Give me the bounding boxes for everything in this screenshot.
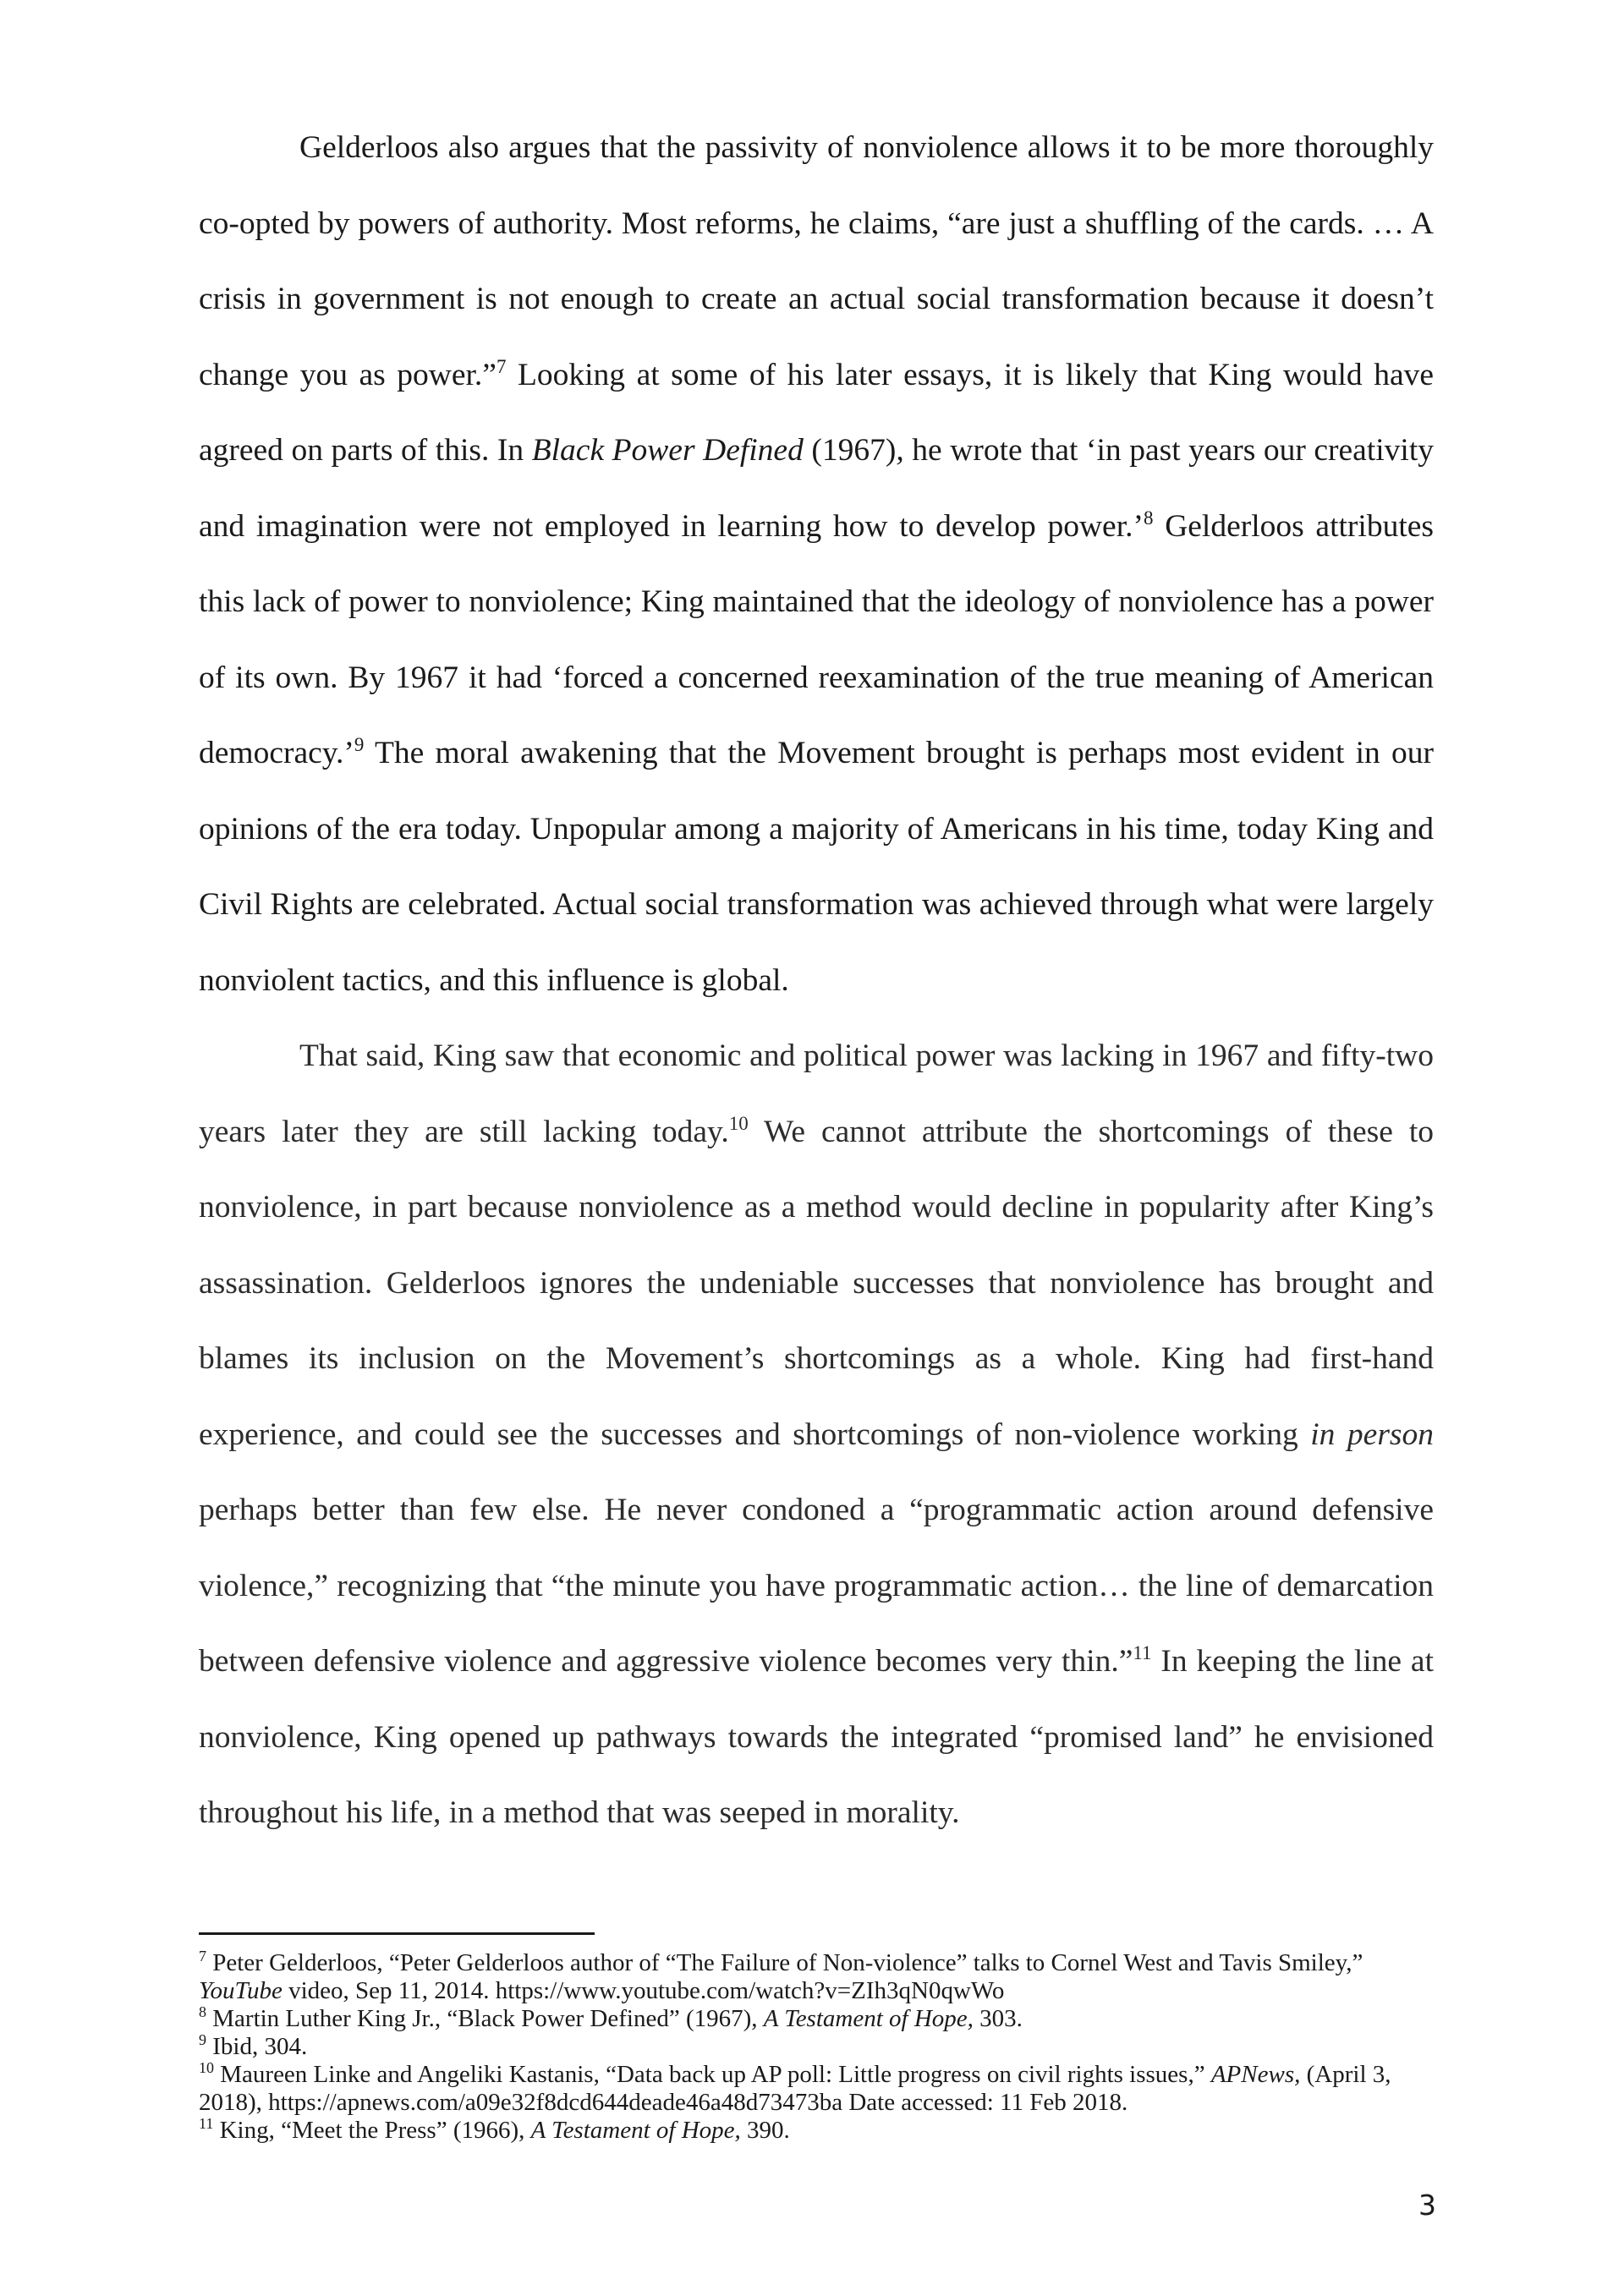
footnote-11	[199, 2117, 1434, 2145]
paragraph-1-text: he wrote that ‘in past years our creativity and imagination were not employed in learning how to develop power.’	[199, 433, 1435, 544]
footnote-ref-8: 8	[1143, 507, 1154, 529]
footnote-italic: YouTube	[199, 1977, 283, 2004]
footnote-number: 7	[199, 1948, 206, 1964]
footnote-text: 303.	[973, 2005, 1023, 2032]
footnote-text: King, “Meet the Press” (1966),	[213, 2117, 531, 2144]
page-number: 3	[1418, 2189, 1436, 2222]
paragraph-1-text: Gelderloos also argues that the passivity of nonviolence allows it to be more thoroughly co-opted by powers of authority. Most reforms, he claims, “are just a shuffling of the cards. … A crisis in government is not enough to create an actual social transformation because it doesn’t change you as power.”	[199, 130, 1434, 392]
footnote-9	[199, 2033, 1434, 2061]
paragraph-1	[199, 110, 1434, 1018]
body-text	[199, 110, 1434, 1851]
title-black-power-defined: Black Power Defined	[531, 433, 804, 468]
paragraph-1-text: The moral awakening that the Movement brought is perhaps most evident in our opinions of the era today. Unpopular among a majority of Americans in his time, today King and Civil Rights are celebrated. Actual social transformation was achieved through what were largely nonviolent tactics, and this influence is global.	[199, 736, 1434, 998]
paragraph-1-text: Looking at some of his later essays, it is likely that King would have agreed on parts of this. In	[199, 357, 1434, 468]
footnote-text: (April 3, 2018), https://apnews.com/a09e32f8dcd644deade46a48d73473ba Date accessed: 11 Feb 2018.	[199, 2061, 1391, 2116]
footnote-number: 10	[199, 2059, 214, 2076]
paragraph-2-text: perhaps better than few else. He never condoned a “programmatic action around defensive violence,” recognizing that “the minute you have programmatic action… the line of demarcation between defensive violence and aggressive violence becomes very thin.”	[199, 1493, 1434, 1679]
paragraph-2	[199, 1018, 1434, 1851]
paragraph-2-text: In keeping the line at nonviolence, King opened up pathways towards the integrated “promised land” he envisioned throughout his life, in a method that was seeped in morality.	[199, 1644, 1434, 1830]
footnote-number: 8	[199, 2003, 206, 2020]
footnote-ref-11: 11	[1133, 1642, 1152, 1663]
paragraph-2-text: That said, King saw that economic and political power was lacking in 1967 and fifty-two years later they are still lacking today.	[199, 1038, 1434, 1149]
emphasis-in-person: in person	[1310, 1417, 1435, 1452]
footnotes	[199, 1949, 1434, 2145]
footnote-10	[199, 2061, 1434, 2117]
footnote-number: 11	[199, 2115, 214, 2132]
paragraph-1-italic-comma: ,	[896, 433, 904, 468]
footnote-8	[199, 2005, 1434, 2033]
footnote-text: Maureen Linke and Angeliki Kastanis, “Data back up AP poll: Little progress on civil rights issues,”	[214, 2061, 1211, 2088]
footnote-text: video, Sep 11, 2014. https://www.youtube.com/watch?v=ZIh3qN0qwWo	[282, 1977, 1005, 2004]
footnote-7	[199, 1949, 1434, 2005]
footnote-text: Martin Luther King Jr., “Black Power Defined” (1967),	[206, 2005, 764, 2032]
footnote-ref-7: 7	[496, 355, 507, 377]
footnote-italic: A Testament of Hope,	[530, 2117, 741, 2144]
footnote-text: 390.	[740, 2117, 790, 2144]
paragraph-2-text: We cannot attribute the shortcomings of these to nonviolence, in part because nonviolence as a method would decline in popularity after King’s assassination. Gelderloos ignores the undeniable successes that nonviolence has brought and blames its inclusion on the Movement’s shortcomings as a whole. King had first-hand experience, and could see the successes and shortcomings of non-violence working	[199, 1114, 1434, 1452]
footnote-text: Ibid, 304.	[206, 2033, 308, 2060]
footnote-separator	[199, 1932, 595, 1935]
paragraph-1-text: Gelderloos attributes this lack of power to nonviolence; King maintained that the ideology of nonviolence has a power of its own. By 1967 it had ‘forced a concerned reexamination of the true meaning of American democracy.’	[199, 508, 1434, 770]
footnote-ref-10: 10	[728, 1112, 749, 1134]
paragraph-1-text: (1967)	[803, 433, 897, 468]
footnote-italic: A Testament of Hope,	[763, 2005, 974, 2032]
footnote-text: Peter Gelderloos, “Peter Gelderloos author of “The Failure of Non-violence” talks to Cornel West and Tavis Smiley,”	[206, 1949, 1363, 1976]
footnote-ref-9: 9	[354, 734, 365, 755]
footnote-number: 9	[199, 2031, 206, 2048]
footnote-italic: APNews,	[1210, 2061, 1301, 2088]
